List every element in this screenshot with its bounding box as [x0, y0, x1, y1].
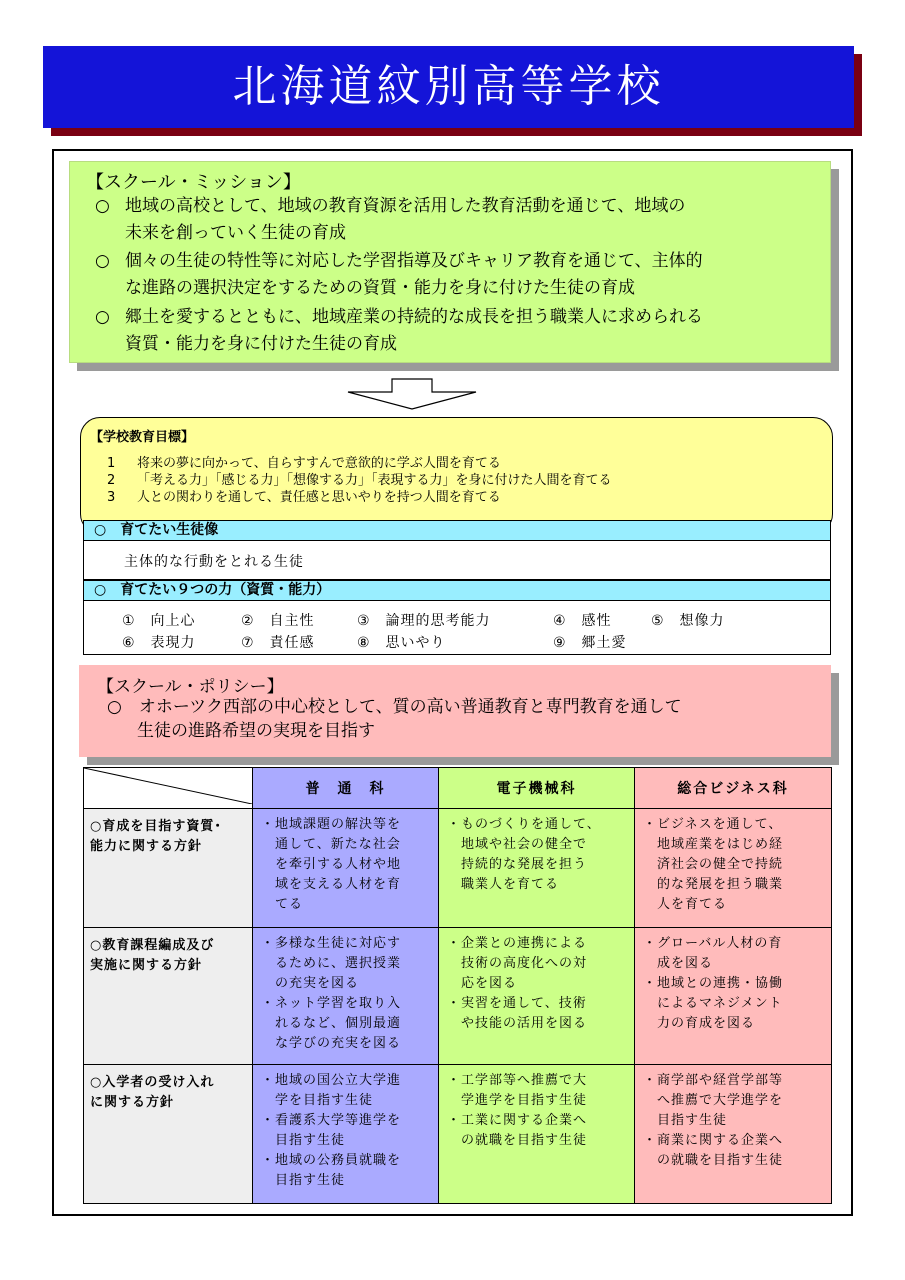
- cell-text-line: ・工学部等へ推薦で大: [447, 1073, 588, 1088]
- power-item: ⑨ 郷土愛: [553, 635, 627, 651]
- cell-text-line: るために、選択授業: [275, 956, 402, 971]
- table-row: [84, 809, 832, 928]
- cell-text-line: ・商学部や経営学部等: [643, 1073, 784, 1088]
- mission-item: [95, 304, 815, 358]
- cell-text-line: 学を目指す生徒: [275, 1093, 374, 1108]
- cell-text-line: ・工業に関する企業へ: [447, 1113, 588, 1128]
- cell-text-line: 成を図る: [657, 956, 714, 971]
- power-item: ④ 感性: [553, 613, 612, 629]
- policy-line: ○ オホーツク西部の中心校として、質の高い普通教育と専門教育を通して: [107, 697, 682, 717]
- cell-text-line: によるマネジメント: [657, 996, 783, 1011]
- policy-heading: 【スクール・ポリシー】: [97, 677, 284, 697]
- column-header-general: 普 通 科: [253, 768, 439, 809]
- power-item: ③ 論理的思考能力: [357, 613, 491, 629]
- cell-text-line: ・地域の国公立大学進: [261, 1073, 402, 1088]
- power-item: ⑧ 思いやり: [357, 635, 446, 651]
- power-item: ⑤ 想像力: [651, 613, 725, 629]
- mission-item: [95, 248, 815, 302]
- table-corner-cell: [84, 768, 253, 809]
- cell-text-line: ・ビジネスを通して、: [643, 817, 783, 832]
- table-row: [84, 928, 832, 1065]
- row-header-line: に関する方針: [90, 1095, 175, 1110]
- mission-heading: 【スクール・ミッション】: [86, 172, 301, 193]
- cell-text-line: の就職を目指す生徒: [657, 1153, 784, 1168]
- column-header-business: 総合ビジネス科: [635, 768, 832, 809]
- goal-number: 2: [107, 473, 116, 488]
- cell-text-line: 的な発展を担う職業: [657, 877, 784, 892]
- mission-item: [95, 193, 815, 247]
- cell-text-line: 人を育てる: [657, 897, 728, 912]
- cell-text-line: ・地域課題の解決等を: [261, 817, 402, 832]
- mission-item-line: 資質・能力を身に付けた生徒の育成: [125, 334, 397, 354]
- cell-text-line: ・ものづくりを通して、: [447, 817, 601, 832]
- goals-heading: 【学校教育目標】: [90, 430, 195, 445]
- cell-text-line: 済社会の健全で持続: [657, 857, 784, 872]
- page-title: 北海道紋別高等学校: [43, 46, 854, 128]
- school-mission-box: [69, 161, 831, 363]
- table-cell-business: [635, 809, 832, 928]
- cell-text-line: ・看護系大学等進学を: [261, 1113, 402, 1128]
- cell-text-line: ・地域の公務員就職を: [261, 1153, 402, 1168]
- cell-text-line: ・実習を通して、技術: [447, 996, 587, 1011]
- cell-text-line: ・ネット学習を取り入: [261, 996, 402, 1011]
- mission-item-line: な進路の選択決定をするための資質・能力を身に付けた生徒の育成: [125, 278, 635, 298]
- row-header-line: 実施に関する方針: [90, 958, 203, 973]
- row-header-line: ○入学者の受け入れ: [90, 1075, 215, 1090]
- cell-text-line: 目指す生徒: [275, 1133, 346, 1148]
- row-header-cell: [84, 809, 253, 928]
- power-item: ① 向上心: [122, 613, 196, 629]
- cell-text-line: 域を支える人材を育: [275, 877, 402, 892]
- mission-item-line: 地域の高校として、地域の教育資源を活用した教育活動を通じて、地域の: [125, 196, 686, 216]
- goal-item: [107, 486, 501, 505]
- nine-powers-heading: ○ 育てたい９つの力（資質・能力）: [83, 580, 831, 601]
- power-item: ⑥ 表現力: [122, 635, 196, 651]
- table-cell-business: [635, 1065, 832, 1204]
- cell-text-line: へ推薦で大学進学を: [657, 1093, 784, 1108]
- cell-text-line: の就職を目指す生徒: [461, 1133, 588, 1148]
- cell-text-line: の充実を図る: [275, 976, 360, 991]
- cell-text-line: や技能の活用を図る: [461, 1016, 588, 1031]
- cell-text-line: 学進学を目指す生徒: [461, 1093, 588, 1108]
- row-header-line: ○育成を目指す資質･: [90, 819, 222, 834]
- school-goals-box: [80, 417, 833, 534]
- goal-text: 「考える力」「感じる力」「想像する力」「表現する力」を身に付けた人間を育てる: [137, 473, 612, 488]
- cell-text-line: 力の育成を図る: [657, 1016, 756, 1031]
- down-arrow-icon: [346, 378, 478, 410]
- power-item: ② 自主性: [241, 613, 315, 629]
- cell-text-line: てる: [275, 897, 304, 912]
- goal-text: 人との関わりを通して、責任感と思いやりを持つ人間を育てる: [137, 490, 501, 505]
- cell-text-line: 通して、新たな社会: [275, 837, 401, 852]
- policy-text: [107, 695, 682, 743]
- table-cell-electronic: [439, 928, 635, 1065]
- table-row: [84, 1065, 832, 1204]
- cell-text-line: 応を図る: [461, 976, 518, 991]
- mission-item-line: 郷土を愛するとともに、地域産業の持続的な成長を担う職業人に求められる: [125, 307, 703, 327]
- row-header-line: ○教育課程編成及び: [90, 938, 215, 953]
- cell-text-line: を牽引する人材や地: [275, 857, 402, 872]
- goal-number: 1: [107, 456, 116, 471]
- cell-text-line: 職業人を育てる: [461, 877, 560, 892]
- nine-powers-box: [83, 600, 831, 655]
- policy-line: 生徒の進路希望の実現を目指す: [137, 721, 375, 741]
- table-cell-general: [253, 809, 439, 928]
- table-header-row: [84, 768, 832, 809]
- row-header-cell: [84, 928, 253, 1065]
- circle-bullet: ○: [95, 307, 110, 327]
- cell-text-line: ・多様な生徒に対応す: [261, 936, 402, 951]
- cell-text-line: 地域産業をはじめ経: [657, 837, 784, 852]
- cell-text-line: ・グローバル人材の育: [643, 936, 783, 951]
- diagonal-line: [84, 768, 252, 804]
- cell-text-line: ・商業に関する企業へ: [643, 1133, 784, 1148]
- ideal-student-box: [83, 540, 831, 580]
- table-cell-general: [253, 928, 439, 1065]
- row-header-line: 能力に関する方針: [90, 839, 203, 854]
- table-cell-electronic: [439, 1065, 635, 1204]
- policy-table: [83, 767, 832, 1204]
- power-item: ⑦ 責任感: [241, 635, 315, 651]
- cell-text-line: な学びの充実を図る: [275, 1036, 402, 1051]
- ideal-student-text: 主体的な行動をとれる生徒: [124, 554, 304, 570]
- cell-text-line: 地域や社会の健全で: [461, 837, 588, 852]
- column-header-electronic: 電子機械科: [439, 768, 635, 809]
- mission-item-line: 未来を創っていく生徒の育成: [125, 223, 346, 243]
- circle-bullet: ○: [95, 196, 110, 216]
- school-policy-box: [79, 665, 831, 757]
- goal-number: 3: [107, 490, 116, 505]
- mission-item-line: 個々の生徒の特性等に対応した学習指導及びキャリア教育を通じて、主体的: [125, 251, 703, 271]
- goal-text: 将来の夢に向かって、自らすすんで意欲的に学ぶ人間を育てる: [137, 456, 501, 471]
- table-cell-general: [253, 1065, 439, 1204]
- cell-text-line: れるなど、個別最適: [275, 1016, 402, 1031]
- cell-text-line: 目指す生徒: [657, 1113, 728, 1128]
- row-header-cell: [84, 1065, 253, 1204]
- table-cell-electronic: [439, 809, 635, 928]
- ideal-student-heading: ○ 育てたい生徒像: [83, 520, 831, 541]
- cell-text-line: ・地域との連携・協働: [643, 976, 784, 991]
- cell-text-line: 持続的な発展を担う: [461, 857, 588, 872]
- table-cell-business: [635, 928, 832, 1065]
- circle-bullet: ○: [95, 251, 110, 271]
- cell-text-line: 目指す生徒: [275, 1173, 346, 1188]
- cell-text-line: ・企業との連携による: [447, 936, 588, 951]
- cell-text-line: 技術の高度化への対: [461, 956, 588, 971]
